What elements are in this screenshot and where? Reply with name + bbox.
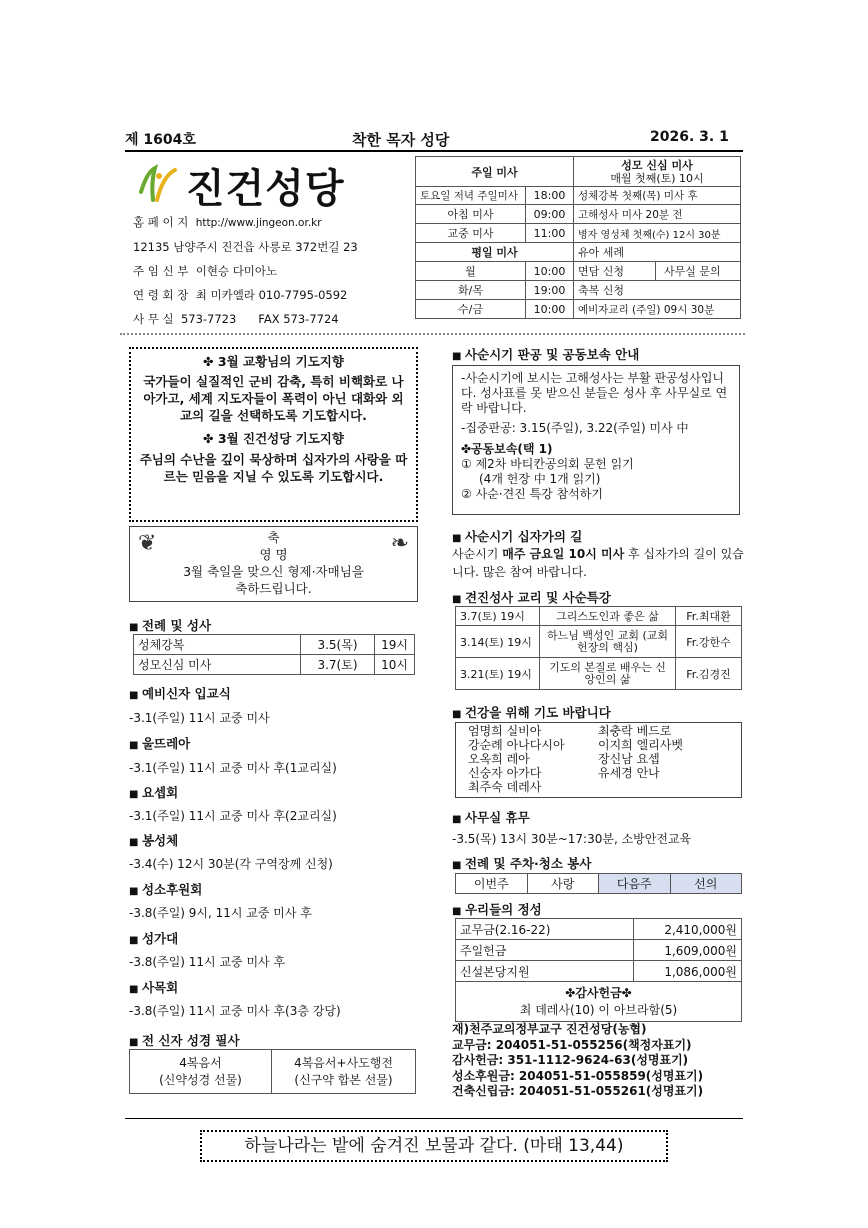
weekday-row: 월 10:00 면담 신청 사무실 문의 bbox=[416, 262, 741, 281]
weekday-row: 수/금 10:00 예비자교리 (주일) 09시 30분 bbox=[416, 300, 741, 319]
offering-title: ■ 우리들의 정성 bbox=[452, 900, 542, 918]
bible-copy-title: ■ 전 신자 성경 필사 bbox=[129, 1031, 240, 1049]
issue-number: 제 1604호 bbox=[125, 132, 196, 148]
bible-copy-table bbox=[129, 1049, 416, 1094]
pastoral-council-text: -3.8(주일) 11시 교중 미사 후(3층 강당) bbox=[129, 1004, 341, 1018]
mass-row: 아침 미사 09:00 고해성사 미사 20분 전 bbox=[416, 205, 741, 224]
table-row: 교무금(2.16-22) 2,410,000원 bbox=[456, 919, 742, 940]
feast-day-box: 축 영 명 3월 축일을 맞으신 형제·자매님을 축하드립니다. ❦ ❧ bbox=[129, 526, 418, 602]
section-divider bbox=[120, 333, 745, 335]
penance-option-note: (4개 헌장 中 1개 읽기) bbox=[479, 472, 601, 486]
sick-list-col2: 최충락 베드로 이지희 엘리사벳 장신남 요셉 유세경 안나 bbox=[598, 724, 683, 780]
stations-text: 사순시기 매주 금요일 10시 미사 후 십자가의 길이 있습니다. 많은 참여 바랍니다. bbox=[452, 547, 744, 579]
council-label: 연 령 회 장 bbox=[133, 288, 189, 302]
sick-list-col1: 엄명희 실비아 강순례 아나다시아 오옥희 레아 신숭자 아가다 최주숙 데레사 bbox=[468, 724, 565, 794]
concentrated-confession: -집중판공: 3.15(주일), 3.22(주일) 미사 中 bbox=[461, 421, 689, 435]
bible-verse: 하늘나라는 밭에 숨겨진 보물과 같다. (마태 13,44) bbox=[200, 1130, 668, 1162]
bank-accounts: 재)천주교의정부교구 진건성당(농협) 교무금: 204051-51-055256(책정자표기) 감사헌금: 351-1112-9624-63(성명표기) 성소후원금: 204051-51-055859(성명표기) 건축신립금: 204051-51-055261(성명표기) bbox=[452, 1022, 704, 1098]
fax-number: FAX 573-7724 bbox=[258, 312, 339, 326]
parish-info bbox=[133, 210, 413, 331]
parish-logo-icon bbox=[133, 162, 183, 206]
choir-title: ■ 성가대 bbox=[129, 929, 178, 947]
lecture-title: ■ 견진성사 교리 및 사순특강 bbox=[452, 588, 611, 606]
joseph-text: -3.1(주일) 11시 교중 미사 후(2교리실) bbox=[129, 809, 337, 823]
table-row: 성모신심 미사 3.7(토) 10시 bbox=[134, 655, 415, 675]
table-row: 주일헌금 1,609,000원 bbox=[456, 940, 742, 961]
offering-table bbox=[455, 918, 742, 1022]
sunday-mass-header: 주일 미사 bbox=[416, 157, 574, 187]
office-closed-text: -3.5(목) 13시 30분~17:30분, 소방안전교육 bbox=[452, 832, 692, 846]
mass-schedule-table bbox=[415, 156, 741, 319]
communion-title: ■ 봉성체 bbox=[129, 831, 178, 849]
sick-list-box bbox=[455, 722, 742, 798]
mass-row: 토요일 저녁 주일미사 18:00 성체강복 첫째(목) 미사 후 bbox=[416, 187, 741, 205]
pastoral-council-title: ■ 사목회 bbox=[129, 978, 178, 996]
table-row: 성체강복 3.5(목) 19시 bbox=[134, 635, 415, 655]
prayer-intentions-box bbox=[129, 347, 418, 522]
weekday-row: 화/목 19:00 축복 신청 bbox=[416, 281, 741, 300]
floral-ornament-icon: ❦ bbox=[138, 531, 157, 556]
council-contact: 최 미카엘라 010-7795-0592 bbox=[195, 288, 348, 302]
office-closed-title: ■ 사무실 휴무 bbox=[452, 808, 530, 826]
sunday-title: 착한 목자 성당 bbox=[352, 131, 450, 149]
vocation-support-text: -3.8(주일) 9시, 11시 교중 미사 후 bbox=[129, 906, 312, 920]
parish-prayer-text: 주님의 수난을 깊이 묵상하며 십자가의 사랑을 따르는 믿음을 지닐 수 있도록 기도합시다. bbox=[139, 452, 408, 484]
mass-row: 교중 미사 11:00 병자 영성체 첫째(수) 12시 30분 bbox=[416, 224, 741, 243]
pope-prayer-text: 국가들이 실질적인 군비 감축, 특히 비핵화로 나아가고, 세계 지도자들이 폭력이 아닌 대화와 외교의 길을 선택하도록 기도합시다. bbox=[143, 374, 404, 423]
pope-prayer-title: ✤ 3월 교황님의 기도지향 bbox=[203, 354, 344, 369]
infant-baptism: 유아 세례 bbox=[574, 243, 741, 262]
table-row: 3.7(토) 19시 그리스도인과 좋은 삶 Fr.최대환 bbox=[456, 607, 742, 626]
liturgy-title: ■ 전례 및 성사 bbox=[129, 616, 211, 634]
confession-text: -사순시기에 보시는 고해성사는 부활 판공성사입니다. 성사표를 못 받으신 분들은 성사 후 사무실로 연락 바랍니다. bbox=[461, 371, 728, 415]
homepage-url[interactable]: http://www.jingeon.or.kr bbox=[195, 217, 322, 229]
confession-title: ■ 사순시기 판공 및 공동보속 안내 bbox=[452, 345, 639, 363]
service-title: ■ 전례 및 주차·청소 봉사 bbox=[452, 854, 591, 872]
parish-prayer-title: ✤ 3월 진건성당 기도지향 bbox=[203, 431, 344, 446]
communion-text: -3.4(수) 12시 30분(각 구역장께 신청) bbox=[129, 857, 333, 871]
confession-box bbox=[452, 365, 740, 515]
pastor-label: 주 임 신 부 bbox=[133, 264, 189, 278]
stations-title: ■ 사순시기 십자가의 길 bbox=[452, 527, 582, 545]
bulletin-date: 2026. 3. 1 bbox=[650, 129, 729, 145]
pastor-name: 이현승 다미아노 bbox=[195, 264, 278, 278]
mary-mass-header: 성모 신심 미사 매월 첫째(토) 10시 bbox=[574, 157, 741, 187]
ultreya-text: -3.1(주일) 11시 교중 미사 후(1교리실) bbox=[129, 761, 337, 775]
weekday-mass-header: 평일 미사 bbox=[416, 243, 574, 262]
joseph-title: ■ 요셉회 bbox=[129, 783, 178, 801]
service-next-week-label: 다음주 bbox=[599, 874, 671, 894]
bible-option: 4복음서+사도행전 (신구약 합본 선물) bbox=[272, 1050, 416, 1094]
service-next-week: 선의 bbox=[670, 874, 742, 894]
vocation-support-title: ■ 성소후원회 bbox=[129, 880, 202, 898]
table-row: 신설본당지원 1,086,000원 bbox=[456, 961, 742, 982]
office-inquiry: 사무실 문의 bbox=[664, 265, 721, 278]
penance-option: ② 사순·견진 특강 참석하기 bbox=[461, 487, 603, 501]
table-row: 3.21(토) 19시 기도의 본질로 배우는 신앙인의 삶 Fr.김경진 bbox=[456, 658, 742, 690]
bible-option: 4복음서 (신약성경 선물) bbox=[130, 1050, 272, 1094]
thanks-offering: ✤감사헌금✤ 최 데레사(10) 이 아브라함(5) bbox=[456, 982, 742, 1022]
service-this-week: 사랑 bbox=[527, 874, 599, 894]
table-row: 3.14(토) 19시 하느님 백성인 교회 (교회헌장의 핵심) Fr.강한수 bbox=[456, 626, 742, 658]
header-rule bbox=[125, 150, 743, 152]
service-this-week-label: 이번주 bbox=[456, 874, 528, 894]
lecture-table bbox=[455, 606, 742, 690]
liturgy-table bbox=[133, 634, 415, 675]
parish-logo-text: 진건성당 bbox=[186, 166, 345, 212]
footer-rule bbox=[125, 1118, 743, 1119]
office-phone: 573-7723 bbox=[180, 312, 237, 326]
penance-option: ① 제2차 바티칸공의회 문헌 읽기 bbox=[461, 457, 634, 471]
parish-address: 12135 남양주시 진건읍 사릉로 372번길 23 bbox=[133, 240, 358, 254]
catechumen-title: ■ 예비신자 입교식 bbox=[129, 684, 231, 702]
sick-prayer-title: ■ 건강을 위해 기도 바랍니다 bbox=[452, 703, 611, 721]
service-table bbox=[455, 873, 742, 894]
homepage-label: 홈 페 이 지 bbox=[133, 215, 189, 229]
floral-ornament-icon: ❧ bbox=[390, 531, 409, 556]
penance-title: ✤공동보속(택 1) bbox=[461, 442, 553, 456]
catechumen-text: -3.1(주일) 11시 교중 미사 bbox=[129, 711, 270, 725]
choir-text: -3.8(주일) 11시 교중 미사 후 bbox=[129, 955, 286, 969]
ultreya-title: ■ 울뜨레아 bbox=[129, 734, 190, 752]
office-label: 사 무 실 bbox=[133, 312, 174, 326]
